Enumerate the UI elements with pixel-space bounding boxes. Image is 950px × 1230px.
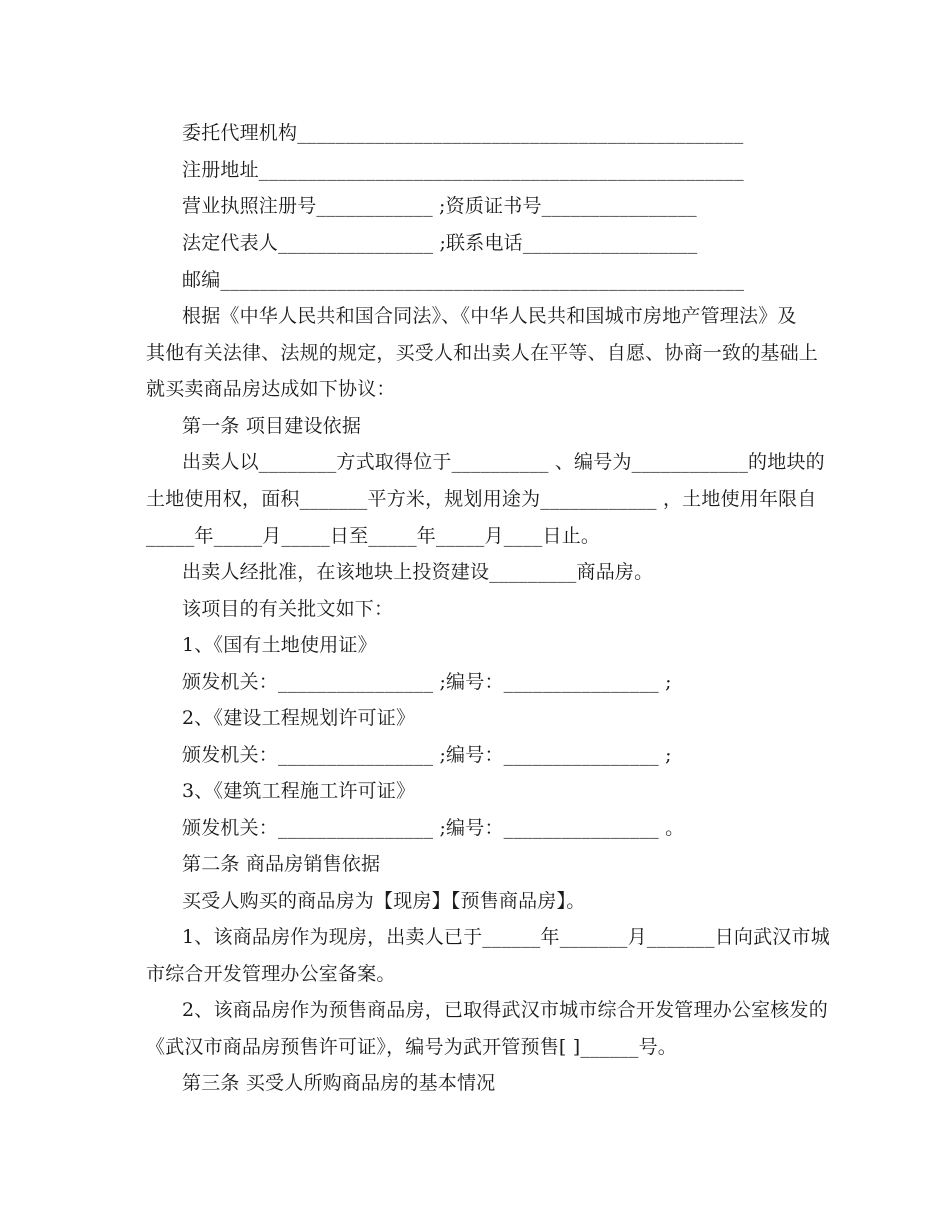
field-legal-representative: 法定代表人________________ ;联系电话__________________ — [182, 232, 698, 254]
article2-para1: 买受人购买的商品房为【现房】【预售商品房】。 — [182, 890, 586, 912]
field-agency: 委托代理机构______________________________________________ — [182, 122, 744, 144]
permit-1-detail: 颁发机关：________________ ;编号：________________ ; — [182, 671, 672, 693]
article2-para2-line2: 市综合开发管理办公室备案。 — [146, 963, 396, 985]
article2-title: 第二条 商品房销售依据 — [182, 853, 381, 875]
article1-para1-line3: _____年_____月_____日至_____年_____月____日止。 — [146, 525, 601, 547]
intro-line-1: 根据《中华人民共和国合同法》、《中华人民共和国城市房地产管理法》及 — [182, 305, 797, 327]
permit-2-detail: 颁发机关：________________ ;编号：________________ ; — [182, 744, 672, 766]
permit-2-name: 2、《建设工程规划许可证》 — [182, 707, 416, 729]
intro-line-2: 其他有关法律、法规的规定，买受人和出卖人在平等、自愿、协商一致的基础上 — [146, 342, 819, 364]
field-registered-address: 注册地址__________________________________________________ — [182, 159, 744, 181]
article2-para2-line1: 1、该商品房作为现房，出卖人已于______年_______月_______日向武汉市城 — [182, 926, 830, 948]
permit-3-detail: 颁发机关：________________ ;编号：________________ 。 — [182, 817, 685, 839]
field-postcode: 邮编______________________________________________________ — [182, 269, 745, 291]
article1-para1-line1: 出卖人以________方式取得位于__________ 、编号为____________的地块的 — [182, 451, 825, 473]
article2-para3-line1: 2、该商品房作为预售商品房，已取得武汉市城市综合开发管理办公室核发的 — [182, 999, 828, 1021]
intro-line-3: 就买卖商品房达成如下协议： — [146, 378, 396, 400]
article1-title: 第一条 项目建设依据 — [182, 415, 362, 437]
article3-title: 第三条 买受人所购商品房的基本情况 — [182, 1072, 496, 1094]
article1-para2: 出卖人经批准，在该地块上投资建设_________商品房。 — [182, 561, 654, 583]
permit-1-name: 1、《国有土地使用证》 — [182, 634, 377, 656]
article2-para3-line2: 《武汉市商品房预售许可证》，编号为武开管预售[ ]______号。 — [146, 1036, 677, 1058]
permit-3-name: 3、《建筑工程施工许可证》 — [182, 780, 416, 802]
article1-para3: 该项目的有关批文如下： — [182, 598, 394, 620]
article1-para1-line2: 土地使用权，面积_______平方米，规划用途为____________ ，土地使用年限自 — [146, 488, 817, 510]
field-license-number: 营业执照注册号____________ ;资质证书号________________ — [182, 195, 697, 217]
